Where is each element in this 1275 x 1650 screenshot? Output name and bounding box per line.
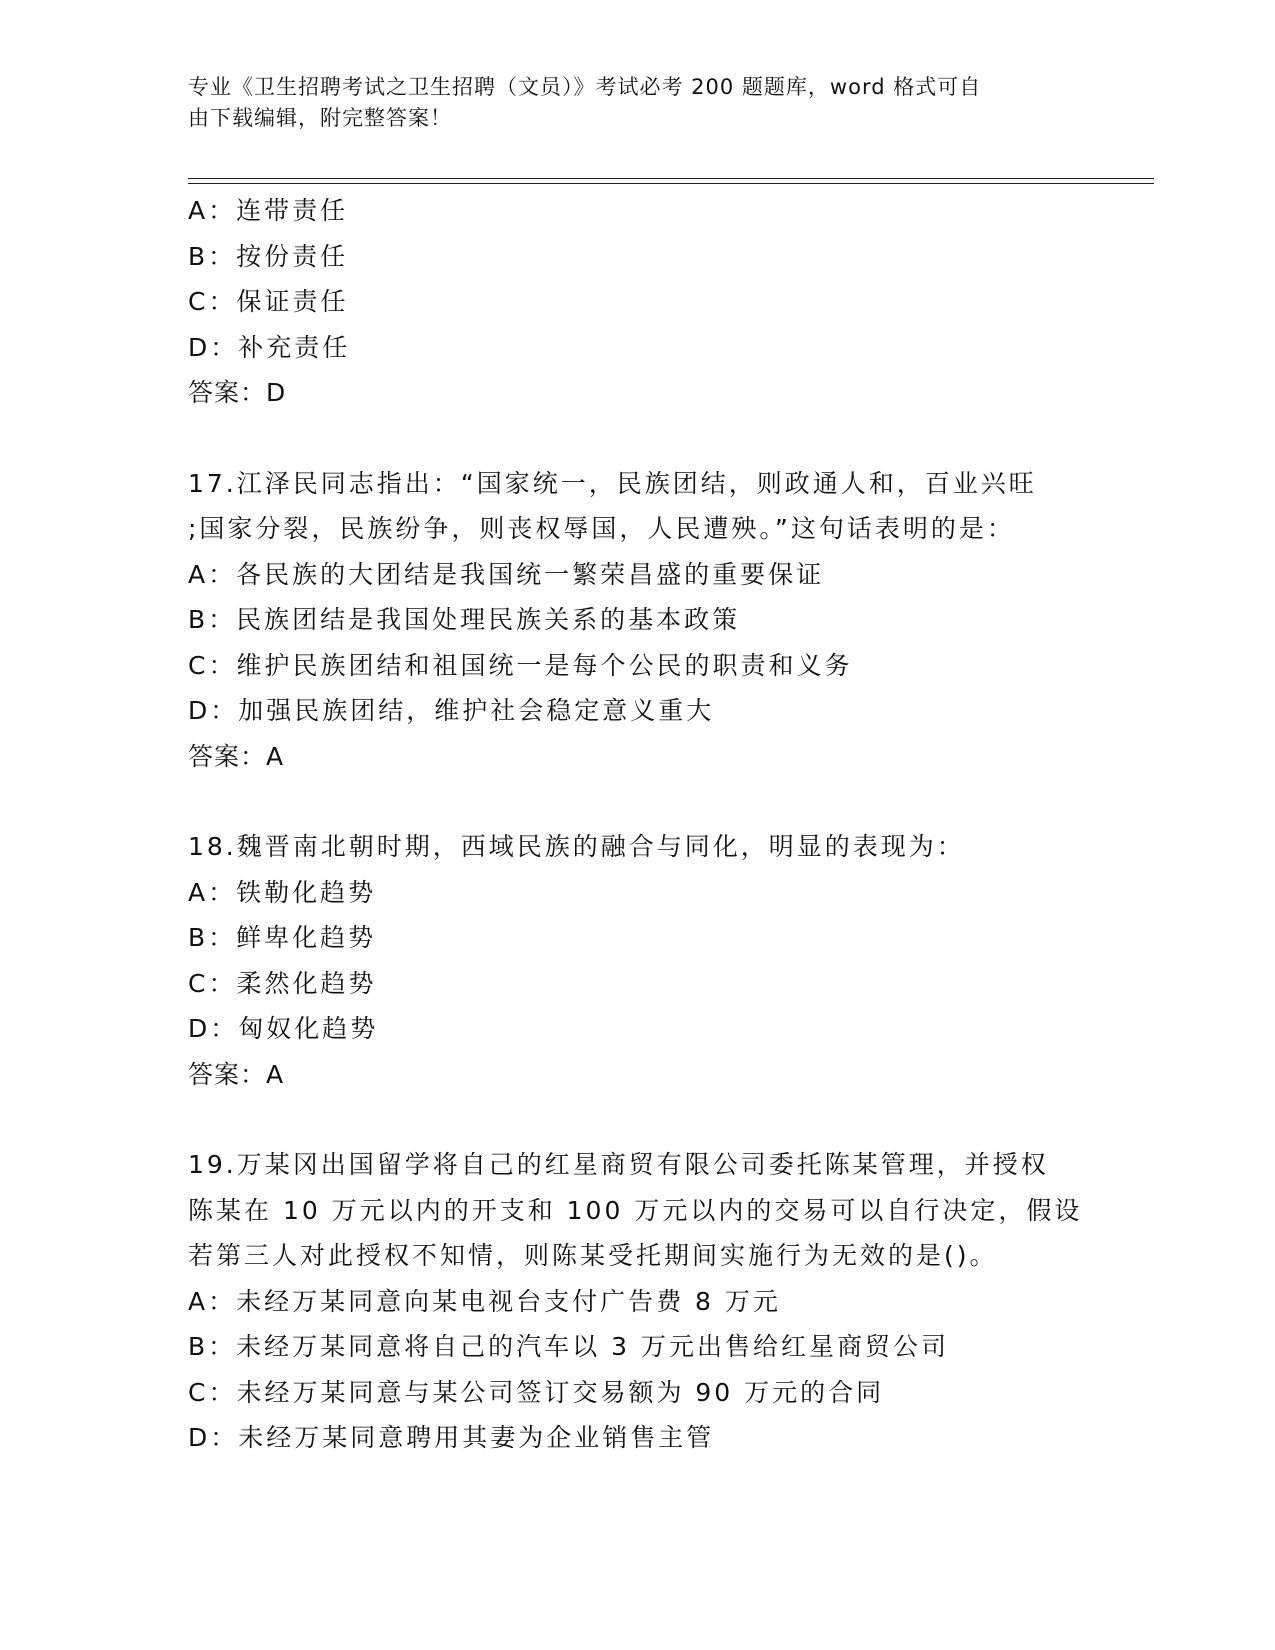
document-header	[188, 72, 1068, 134]
header-divider-bottom	[188, 183, 1154, 184]
option-c: C：维护民族团结和祖国统一是每个公民的职责和义务	[188, 650, 853, 680]
answer-line: 答案：D	[188, 378, 287, 407]
answer-line: 答案：A	[188, 1059, 285, 1089]
option-c: C：柔然化趋势	[188, 968, 377, 998]
option-a: A：各民族的大团结是我国统一繁荣昌盛的重要保证	[188, 559, 825, 589]
question-text-line: 若第三人对此授权不知情，则陈某受托期间实施行为无效的是()。	[188, 1241, 998, 1270]
question-18	[188, 824, 1088, 1097]
question-text-line: 陈某在 10 万元以内的开支和 100 万元以内的交易可以自行决定，假设	[188, 1195, 1083, 1225]
option-d: D：未经万某同意聘用其妻为企业销售主管	[188, 1423, 715, 1452]
question-19	[188, 1142, 1088, 1461]
option-a: A：连带责任	[188, 196, 349, 225]
option-a: A：未经万某同意向某电视台支付广告费 8 万元	[188, 1286, 781, 1316]
question-16	[188, 188, 1088, 416]
option-b: B：按份责任	[188, 241, 349, 271]
header-line-1: 专业《卫生招聘考试之卫生招聘（文员）》考试必考 200 题题库，word 格式可自	[188, 75, 982, 99]
option-c: C：保证责任	[188, 287, 349, 316]
question-text-line: 17.江泽民同志指出：“国家统一，民族团结，则政通人和，百业兴旺	[188, 468, 1037, 498]
answer-line: 答案：A	[188, 741, 285, 771]
option-d: D：匈奴化趋势	[188, 1014, 379, 1043]
question-17	[188, 461, 1088, 780]
header-line-2: 由下载编辑，附完整答案！	[188, 106, 452, 130]
option-b: B：未经万某同意将自己的汽车以 3 万元出售给红星商贸公司	[188, 1332, 949, 1361]
question-text-line: 18.魏晋南北朝时期，西域民族的融合与同化，明显的表现为：	[188, 832, 965, 861]
option-b: B：鲜卑化趋势	[188, 923, 377, 952]
header-divider-top	[188, 178, 1154, 179]
option-c: C：未经万某同意与某公司签订交易额为 90 万元的合同	[188, 1377, 885, 1407]
option-b: B：民族团结是我国处理民族关系的基本政策	[188, 605, 741, 634]
option-d: D：加强民族团结，维护社会稳定意义重大	[188, 696, 715, 725]
option-a: A：铁勒化趋势	[188, 877, 377, 907]
option-d: D：补充责任	[188, 332, 351, 362]
question-text-line: 19.万某冈出国留学将自己的红星商贸有限公司委托陈某管理，并授权	[188, 1150, 1049, 1179]
question-list	[188, 188, 1088, 1461]
question-text-line: ;国家分裂，民族纷争，则丧权辱国，人民遭殃。”这句话表明的是：	[188, 514, 1015, 543]
